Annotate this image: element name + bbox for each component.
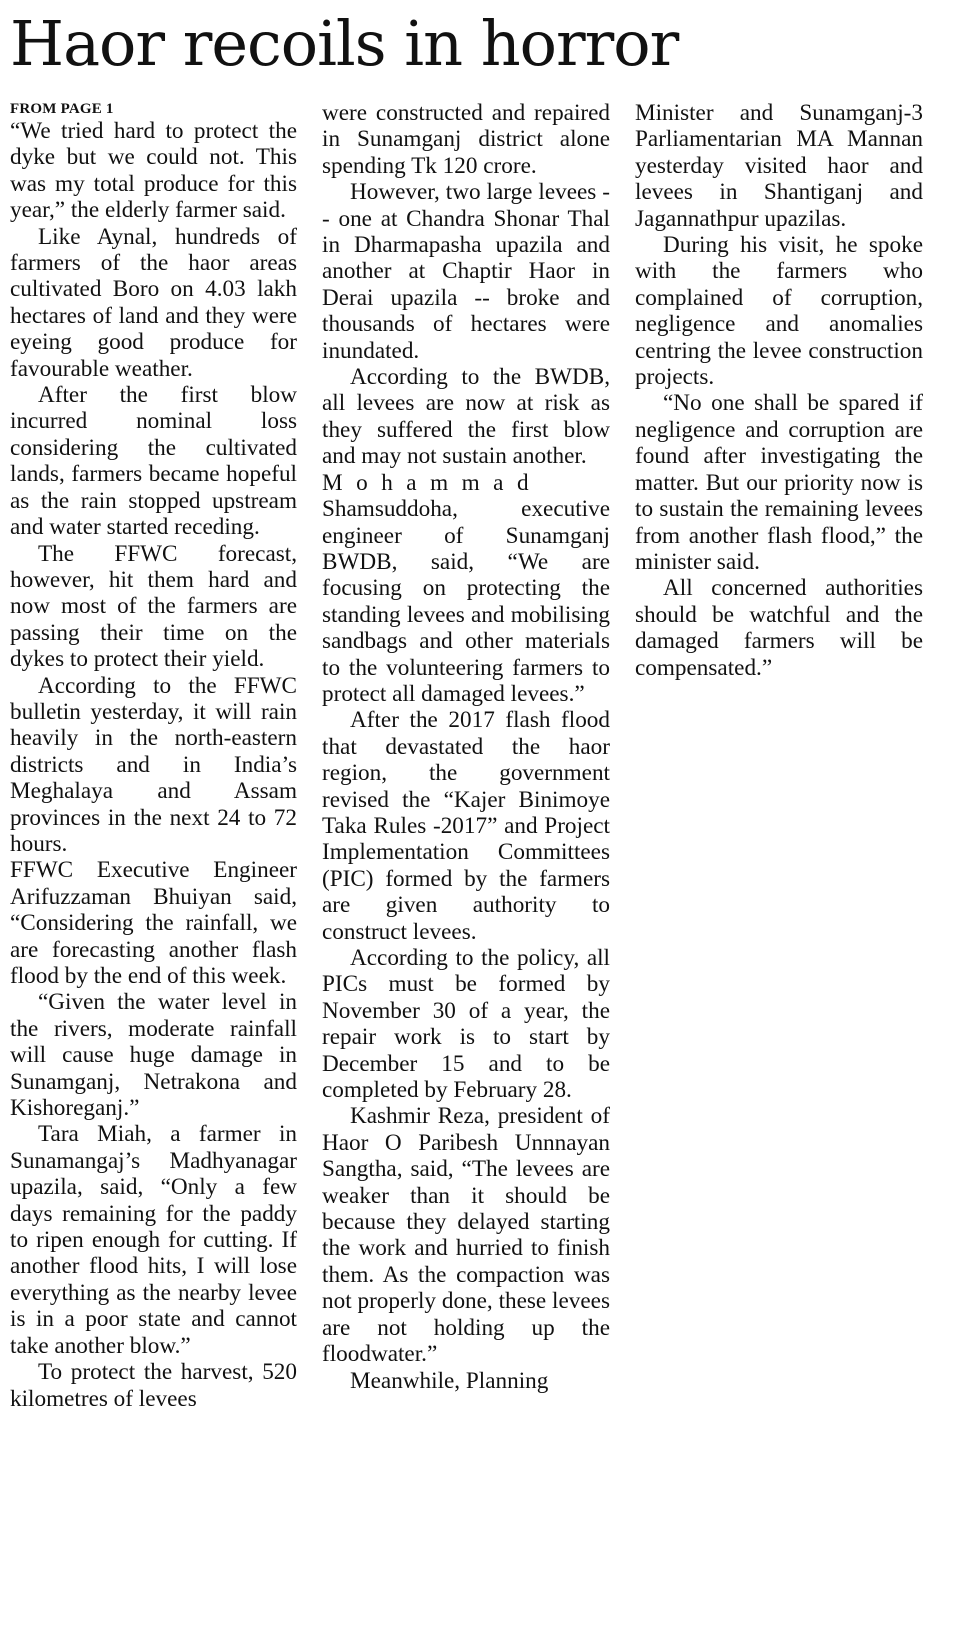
- kicker-from-page: FROM PAGE 1: [10, 101, 114, 117]
- paragraph: After the 2017 flash flood that devastated the haor region, the government revised the “Kajer Binimoye Taka Rules -2017” and Project Implementation Committees (PIC) formed by the farmers are given authority to construct levees.: [322, 707, 610, 945]
- article-column-3: [635, 100, 923, 1645]
- paragraph: Like Aynal, hundreds of farmers of the haor areas cultivated Boro on 4.03 lakh hectares of land and they were eyeing good produce for favourable weather.: [10, 223, 297, 382]
- paragraph: The FFWC forecast, however, hit them hard and now most of the farmers are passing their time on the dykes to protect their yield.: [10, 540, 297, 673]
- paragraph: During his visit, he spoke with the farmers who complained of corruption, negligence and anomalies centring the levee construction projects.: [635, 232, 923, 391]
- paragraph: According to the BWDB, all levees are now at risk as they suffered the first blow and may not sustain another.: [322, 364, 610, 470]
- article-column-1: [10, 100, 297, 1645]
- paragraph: “We tried hard to protect the dyke but we could not. This was my total produce for this year,” the elderly farmer said.: [10, 118, 297, 224]
- paragraph: According to the policy, all PICs must be formed by November 30 of a year, the repair work is to start by December 15 and to be completed by February 28.: [322, 945, 610, 1104]
- paragraph: Tara Miah, a farmer in Sunamangaj’s Madhyanagar upazila, said, “Only a few days remaining for the paddy to ripen enough for cutting. If another flood hits, I will lose everything as the nearby levee is in a poor state and cannot take another blow.”: [10, 1121, 297, 1359]
- headline: Haor recoils in horror: [10, 7, 679, 80]
- paragraph-continuation: were constructed and repaired in Sunamganj district alone spending Tk 120 crore.: [322, 100, 610, 179]
- paragraph: “No one shall be spared if negligence and corruption are found after investigating the matter. But our priority now is to sustain the remaining levees from another flash flood,” the minister said.: [635, 390, 923, 575]
- paragraph: To protect the harvest, 520 kilometres of levees: [10, 1359, 297, 1412]
- paragraph: After the first blow incurred nominal loss considering the cultivated lands, farmers became hopeful as the rain stopped upstream and water started receding.: [10, 382, 297, 541]
- paragraph-shamsuddoha-quote: [322, 470, 610, 708]
- paragraph: According to the FFWC bulletin yesterday, it will rain heavily in the north-eastern districts and in India’s Meghalaya and Assam provinces in the next 24 to 72 hours.: [10, 672, 297, 857]
- paragraph-continuation: Minister and Sunamganj-3 Parliamentarian MA Mannan yesterday visited haor and levees in Shantiganj and Jagannathpur upazilas.: [635, 100, 923, 232]
- paragraph: Meanwhile, Planning: [350, 1367, 549, 1394]
- paragraph: All concerned authorities should be watchful and the damaged farmers will be compensated.”: [635, 575, 923, 681]
- spaced-name: Mohammad: [322, 469, 543, 496]
- quote-text: Shamsuddoha, executive engineer of Sunamganj BWDB, said, “We are focusing on protecting the standing levees and mobilising sandbags and other materials to the volunteering farmers to protect all damaged levees.”: [322, 496, 610, 707]
- paragraph: Kashmir Reza, president of Haor O Paribesh Unnnayan Sangtha, said, “The levees are weaker than it should be because they delayed starting the work and hurried to finish them. As the compaction was not properly done, these levees are not holding up the floodwater.”: [322, 1103, 610, 1368]
- paragraph: “Given the water level in the rivers, moderate rainfall will cause huge damage in Sunamganj, Netrakona and Kishoreganj.”: [10, 989, 297, 1122]
- paragraph: FFWC Executive Engineer Arifuzzaman Bhuiyan said, “Considering the rainfall, we are forecasting another flash flood by the end of this week.: [10, 857, 297, 989]
- paragraph: However, two large levees -- one at Chandra Shonar Thal in Dharmapasha upazila and another at Chaptir Haor in Derai upazila -- broke and thousands of hectares were inundated.: [322, 179, 610, 364]
- article-column-2: [322, 100, 610, 1645]
